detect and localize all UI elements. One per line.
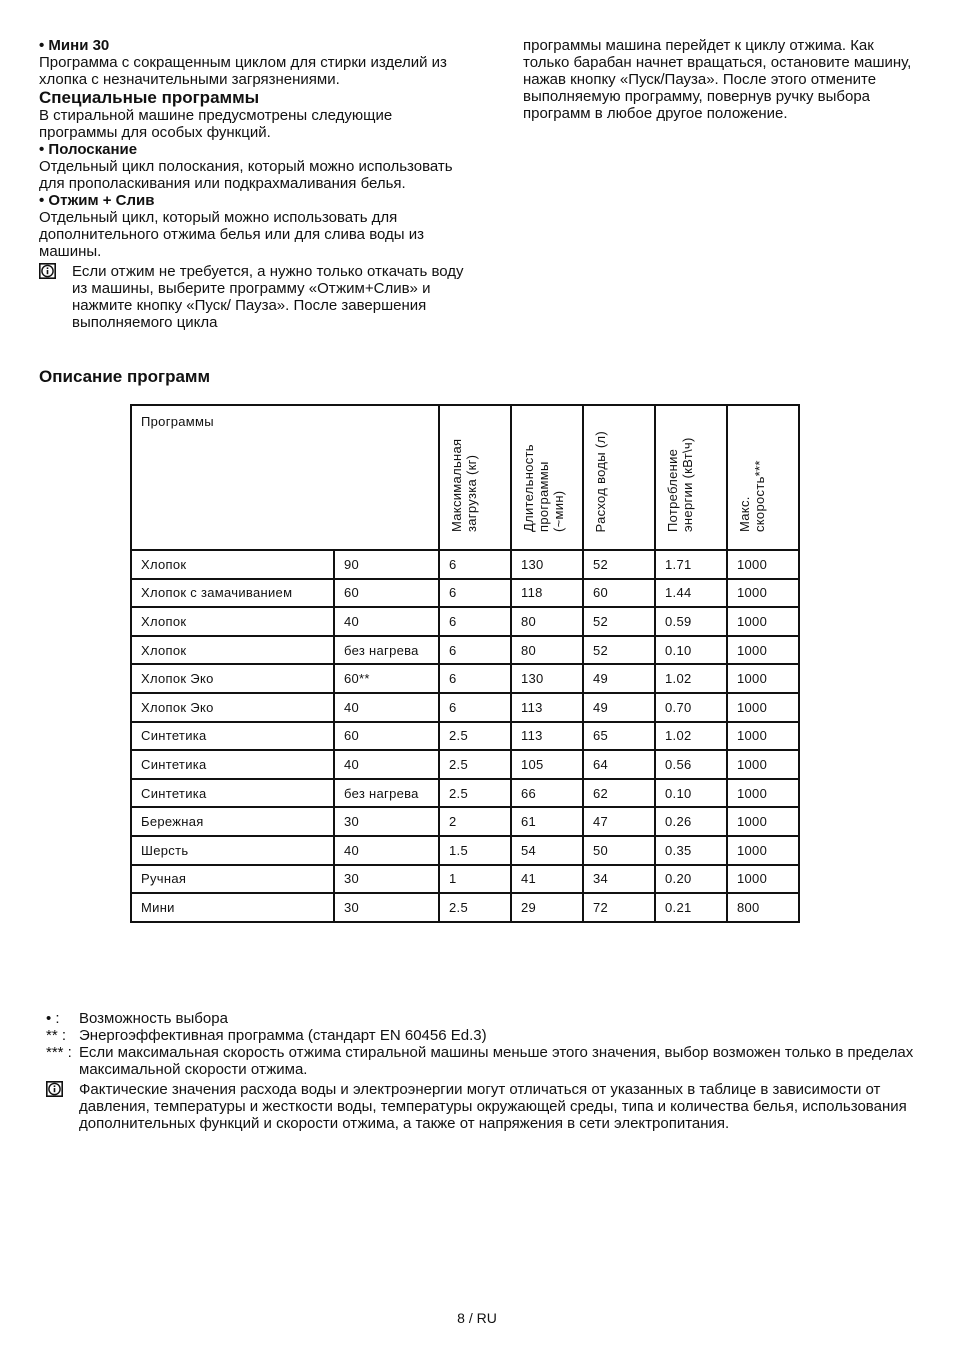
cell-temp: 60 — [334, 722, 439, 751]
cell-energy: 0.35 — [655, 836, 727, 865]
cell-speed: 1000 — [727, 779, 799, 808]
table-row — [131, 865, 799, 894]
cell-duration: 66 — [511, 779, 583, 808]
table-row — [131, 722, 799, 751]
cell-duration: 113 — [511, 693, 583, 722]
right-column-text: программы машина перейдет к циклу отжима. Как только барабан начнет вращаться, остановите машину, нажав кнопку «Пуск/Пауза». После этого отмените выполняемую программу, повернув ручку выбора программ в любое другое положение. — [523, 37, 912, 122]
cell-temp: 90 — [334, 550, 439, 579]
cell-program: Ручная — [131, 865, 334, 894]
cell-duration: 61 — [511, 807, 583, 836]
rinse-heading: • Полоскание — [39, 141, 138, 158]
legend-note-text: Фактические значения расхода воды и электроэнергии могут отличаться от указанных в таблице в зависимости от давления, температуры и жесткости воды, температуры окружающей среды, типа и количества белья, использования дополнительных функций и скорости отжима, а также от напряжения в сети электропитания. — [79, 1081, 907, 1132]
cell-duration: 118 — [511, 579, 583, 608]
header-energy — [655, 405, 727, 550]
cell-speed: 1000 — [727, 750, 799, 779]
info-icon — [46, 1081, 63, 1097]
cell-energy: 1.02 — [655, 664, 727, 693]
cell-water: 49 — [583, 664, 655, 693]
legend-item — [46, 1044, 916, 1078]
table-row — [131, 836, 799, 865]
cell-duration: 54 — [511, 836, 583, 865]
cell-duration: 41 — [511, 865, 583, 894]
cell-water: 65 — [583, 722, 655, 751]
cell-load: 2.5 — [439, 750, 511, 779]
header-duration — [511, 405, 583, 550]
cell-load: 6 — [439, 693, 511, 722]
legend-text: Если максимальная скорость отжима стиральной машины меньше этого значения, выбор возможен только в пределах максимальной скорости отжима. — [79, 1044, 914, 1078]
legend-item — [46, 1027, 916, 1044]
cell-energy: 1.71 — [655, 550, 727, 579]
cell-energy: 0.70 — [655, 693, 727, 722]
table-row — [131, 607, 799, 636]
spin-note-text: Если отжим не требуется, а нужно только откачать воду из машины, выберите программу «Отжим+Слив» и нажмите кнопку «Пуск/ Пауза». После завершения выполняемого цикла — [72, 263, 464, 331]
header-water — [583, 405, 655, 550]
cell-load: 6 — [439, 607, 511, 636]
cell-load: 6 — [439, 550, 511, 579]
cell-duration: 80 — [511, 607, 583, 636]
cell-program: Хлопок — [131, 636, 334, 665]
legend-text: Возможность выбора — [79, 1010, 228, 1027]
cell-temp: 60** — [334, 664, 439, 693]
cell-water: 64 — [583, 750, 655, 779]
cell-water: 49 — [583, 693, 655, 722]
cell-energy: 0.26 — [655, 807, 727, 836]
cell-program: Синтетика — [131, 779, 334, 808]
cell-program: Мини — [131, 893, 334, 922]
table-title: Описание программ — [39, 367, 211, 386]
table-body — [131, 550, 799, 922]
cell-temp: 30 — [334, 893, 439, 922]
cell-program: Синтетика — [131, 750, 334, 779]
table-row — [131, 664, 799, 693]
table-row — [131, 779, 799, 808]
cell-load: 6 — [439, 664, 511, 693]
cell-program: Хлопок — [131, 607, 334, 636]
cell-temp: 40 — [334, 607, 439, 636]
cell-energy: 0.10 — [655, 636, 727, 665]
cell-water: 34 — [583, 865, 655, 894]
spin-text: Отдельный цикл, который можно использовать для дополнительного отжима белья или для слива воды из машины. — [39, 209, 424, 260]
cell-temp: без нагрева — [334, 636, 439, 665]
header-speed-text: Макс. скорость*** — [737, 460, 767, 532]
header-load — [439, 405, 511, 550]
info-icon — [39, 263, 56, 279]
cell-duration: 130 — [511, 550, 583, 579]
table-row — [131, 636, 799, 665]
cell-temp: 30 — [334, 865, 439, 894]
cell-load: 1 — [439, 865, 511, 894]
legend-text: Энергоэффективная программа (стандарт EN 60456 Ed.3) — [79, 1027, 487, 1044]
cell-speed: 1000 — [727, 607, 799, 636]
cell-speed: 800 — [727, 893, 799, 922]
cell-water: 62 — [583, 779, 655, 808]
mini-text: Программа с сокращенным циклом для стирки изделий из хлопка с незначительными загрязнениями. — [39, 54, 447, 88]
cell-water: 52 — [583, 636, 655, 665]
cell-program: Бережная — [131, 807, 334, 836]
rinse-text: Отдельный цикл полоскания, который можно использовать для прополаскивания или подкрахмаливания белья. — [39, 158, 453, 192]
cell-energy: 1.44 — [655, 579, 727, 608]
table-header-row — [131, 405, 799, 550]
cell-energy: 0.59 — [655, 607, 727, 636]
left-column — [39, 37, 469, 331]
cell-speed: 1000 — [727, 664, 799, 693]
special-text: В стиральной машине предусмотрены следующие программы для особых функций. — [39, 107, 393, 141]
cell-load: 2 — [439, 807, 511, 836]
special-heading: Специальные программы — [39, 88, 260, 107]
header-duration-text: Длительность программы (~мин) — [521, 444, 566, 532]
cell-duration: 105 — [511, 750, 583, 779]
cell-program: Хлопок Эко — [131, 693, 334, 722]
cell-load: 2.5 — [439, 893, 511, 922]
cell-speed: 1000 — [727, 579, 799, 608]
cell-duration: 113 — [511, 722, 583, 751]
cell-water: 52 — [583, 607, 655, 636]
cell-load: 6 — [439, 579, 511, 608]
cell-temp: без нагрева — [334, 779, 439, 808]
cell-speed: 1000 — [727, 693, 799, 722]
cell-water: 47 — [583, 807, 655, 836]
cell-temp: 40 — [334, 836, 439, 865]
cell-program: Шерсть — [131, 836, 334, 865]
table-row — [131, 893, 799, 922]
cell-temp: 40 — [334, 750, 439, 779]
cell-duration: 29 — [511, 893, 583, 922]
cell-load: 2.5 — [439, 779, 511, 808]
cell-speed: 1000 — [727, 550, 799, 579]
cell-load: 6 — [439, 636, 511, 665]
cell-program: Хлопок Эко — [131, 664, 334, 693]
table-row — [131, 750, 799, 779]
cell-water: 52 — [583, 550, 655, 579]
cell-speed: 1000 — [727, 865, 799, 894]
cell-energy: 0.56 — [655, 750, 727, 779]
table-row — [131, 807, 799, 836]
header-programs: Программы — [131, 405, 439, 550]
spin-heading: • Отжим + Слив — [39, 192, 155, 209]
header-energy-text: Потребление энергии (кВт\ч) — [665, 437, 695, 532]
cell-temp: 60 — [334, 579, 439, 608]
page-number: 8 / RU — [457, 1310, 497, 1326]
spin-note — [39, 263, 469, 331]
cell-energy: 0.21 — [655, 893, 727, 922]
cell-load: 2.5 — [439, 722, 511, 751]
table-row — [131, 693, 799, 722]
cell-program: Синтетика — [131, 722, 334, 751]
legend-key: • : — [46, 1010, 60, 1027]
cell-energy: 0.20 — [655, 865, 727, 894]
cell-temp: 30 — [334, 807, 439, 836]
programs-table — [130, 404, 800, 923]
header-load-text: Максимальная загрузка (кг) — [449, 438, 479, 532]
cell-duration: 80 — [511, 636, 583, 665]
cell-program: Хлопок — [131, 550, 334, 579]
cell-program: Хлопок с замачиванием — [131, 579, 334, 608]
cell-water: 60 — [583, 579, 655, 608]
table-row — [131, 550, 799, 579]
cell-duration: 130 — [511, 664, 583, 693]
header-speed — [727, 405, 799, 550]
legend-key: *** : — [46, 1044, 72, 1061]
cell-energy: 1.02 — [655, 722, 727, 751]
cell-speed: 1000 — [727, 807, 799, 836]
cell-water: 72 — [583, 893, 655, 922]
cell-speed: 1000 — [727, 636, 799, 665]
cell-water: 50 — [583, 836, 655, 865]
table-row — [131, 579, 799, 608]
cell-temp: 40 — [334, 693, 439, 722]
legend-note — [46, 1081, 916, 1132]
legend-item — [46, 1010, 916, 1027]
mini-heading: • Мини 30 — [39, 37, 110, 54]
cell-load: 1.5 — [439, 836, 511, 865]
legend-key: ** : — [46, 1027, 67, 1044]
legend — [46, 1010, 916, 1132]
cell-speed: 1000 — [727, 722, 799, 751]
cell-energy: 0.10 — [655, 779, 727, 808]
cell-speed: 1000 — [727, 836, 799, 865]
header-water-text: Расход воды (л) — [593, 430, 608, 532]
right-column — [523, 37, 923, 122]
